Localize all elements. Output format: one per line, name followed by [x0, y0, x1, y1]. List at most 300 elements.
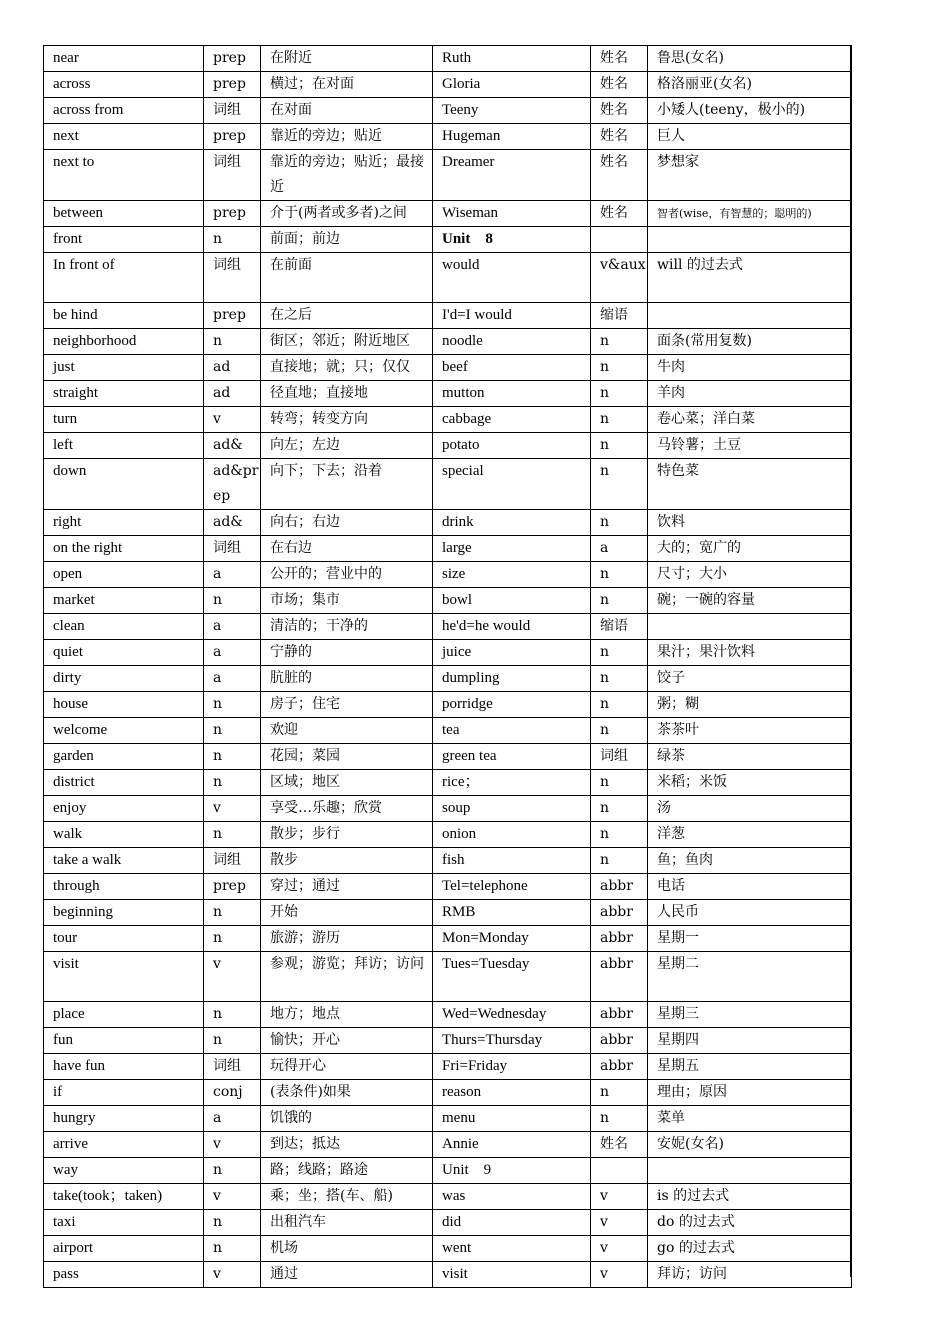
table-row — [44, 150, 852, 201]
left-pos-cell: a — [204, 562, 261, 588]
right-meaning-cell: is 的过去式 — [648, 1184, 852, 1210]
right-pos-cell: v&aux — [591, 253, 648, 303]
left-word-cell: taxi — [44, 1210, 204, 1236]
left-meaning-cell: 转弯；转变方向 — [261, 407, 433, 433]
right-word-cell: would — [433, 253, 591, 303]
right-meaning-cell: 小矮人(teeny，极小的) — [648, 98, 852, 124]
left-meaning-cell: 路；线路；路途 — [261, 1158, 433, 1184]
right-pos-cell: abbr — [591, 1002, 648, 1028]
right-meaning-cell: 绿茶 — [648, 744, 852, 770]
right-pos-cell: n — [591, 770, 648, 796]
right-word-cell: visit — [433, 1262, 591, 1288]
left-meaning-cell: 出租汽车 — [261, 1210, 433, 1236]
right-meaning-cell: 特色菜 — [648, 459, 852, 510]
right-pos-cell: n — [591, 381, 648, 407]
left-meaning-cell: 清洁的；干净的 — [261, 614, 433, 640]
left-meaning-cell: 直接地；就；只；仅仅 — [261, 355, 433, 381]
left-word-cell: just — [44, 355, 204, 381]
right-pos-cell: n — [591, 1080, 648, 1106]
left-word-cell: straight — [44, 381, 204, 407]
table-row — [44, 926, 852, 952]
left-pos-cell: v — [204, 1262, 261, 1288]
left-pos-cell: ad& — [204, 433, 261, 459]
left-pos-cell: n — [204, 744, 261, 770]
right-meaning-cell: 卷心菜；洋白菜 — [648, 407, 852, 433]
right-meaning-cell: 羊肉 — [648, 381, 852, 407]
right-meaning-cell: 粥；糊 — [648, 692, 852, 718]
table-row — [44, 381, 852, 407]
right-word-cell: drink — [433, 510, 591, 536]
right-pos-cell: n — [591, 459, 648, 510]
right-meaning-cell: 电话 — [648, 874, 852, 900]
left-meaning-cell: 玩得开心 — [261, 1054, 433, 1080]
right-word-cell: Unit 8 — [433, 227, 591, 253]
table-row — [44, 1236, 852, 1262]
right-word-cell: dumpling — [433, 666, 591, 692]
table-row — [44, 640, 852, 666]
left-word-cell: quiet — [44, 640, 204, 666]
right-pos-cell: n — [591, 692, 648, 718]
left-meaning-cell: (表条件)如果 — [261, 1080, 433, 1106]
table-row — [44, 874, 852, 900]
right-word-cell: Dreamer — [433, 150, 591, 201]
left-pos-cell: prep — [204, 874, 261, 900]
left-pos-cell: a — [204, 666, 261, 692]
table-row — [44, 510, 852, 536]
right-pos-cell: 姓名 — [591, 201, 648, 227]
right-word-cell: large — [433, 536, 591, 562]
right-pos-cell: v — [591, 1210, 648, 1236]
right-pos-cell: 姓名 — [591, 1132, 648, 1158]
left-pos-cell: v — [204, 1132, 261, 1158]
left-word-cell: have fun — [44, 1054, 204, 1080]
right-meaning-cell: 马铃薯；土豆 — [648, 433, 852, 459]
right-pos-cell: n — [591, 718, 648, 744]
table-row — [44, 952, 852, 1002]
right-word-cell: rice； — [433, 770, 591, 796]
left-meaning-cell: 市场；集市 — [261, 588, 433, 614]
left-meaning-cell: 到达；抵达 — [261, 1132, 433, 1158]
right-meaning-cell: 米稻；米饭 — [648, 770, 852, 796]
table-row — [44, 562, 852, 588]
left-word-cell: across from — [44, 98, 204, 124]
right-word-cell: reason — [433, 1080, 591, 1106]
left-pos-cell: n — [204, 227, 261, 253]
right-pos-cell — [591, 227, 648, 253]
right-meaning-cell: 星期一 — [648, 926, 852, 952]
right-pos-cell: v — [591, 1262, 648, 1288]
left-word-cell: clean — [44, 614, 204, 640]
left-word-cell: place — [44, 1002, 204, 1028]
left-word-cell: arrive — [44, 1132, 204, 1158]
right-meaning-cell: 梦想家 — [648, 150, 852, 201]
left-word-cell: open — [44, 562, 204, 588]
left-pos-cell: n — [204, 1002, 261, 1028]
vocabulary-table-body — [44, 46, 852, 1288]
right-word-cell: noodle — [433, 329, 591, 355]
table-row — [44, 796, 852, 822]
left-meaning-cell: 饥饿的 — [261, 1106, 433, 1132]
right-word-cell: I'd=I would — [433, 303, 591, 329]
right-pos-cell: n — [591, 355, 648, 381]
right-word-cell: tea — [433, 718, 591, 744]
right-word-cell: porridge — [433, 692, 591, 718]
right-meaning-cell: 大的；宽广的 — [648, 536, 852, 562]
right-pos-cell: n — [591, 822, 648, 848]
left-pos-cell: n — [204, 718, 261, 744]
right-meaning-cell: 果汁；果汁饮料 — [648, 640, 852, 666]
right-meaning-cell: 星期三 — [648, 1002, 852, 1028]
right-meaning-cell: go 的过去式 — [648, 1236, 852, 1262]
right-pos-cell: abbr — [591, 1028, 648, 1054]
left-meaning-cell: 前面；前边 — [261, 227, 433, 253]
left-word-cell: be hind — [44, 303, 204, 329]
table-row — [44, 459, 852, 510]
right-word-cell: Tel=telephone — [433, 874, 591, 900]
left-word-cell: house — [44, 692, 204, 718]
left-pos-cell: 词组 — [204, 150, 261, 201]
right-pos-cell: 姓名 — [591, 150, 648, 201]
left-word-cell: across — [44, 72, 204, 98]
table-row — [44, 201, 852, 227]
right-word-cell: mutton — [433, 381, 591, 407]
left-pos-cell: prep — [204, 303, 261, 329]
left-word-cell: district — [44, 770, 204, 796]
left-meaning-cell: 房子；住宅 — [261, 692, 433, 718]
left-word-cell: left — [44, 433, 204, 459]
table-row — [44, 72, 852, 98]
table-row — [44, 744, 852, 770]
right-meaning-cell — [648, 303, 852, 329]
left-pos-cell: v — [204, 796, 261, 822]
left-word-cell: tour — [44, 926, 204, 952]
left-pos-cell: v — [204, 1184, 261, 1210]
left-word-cell: garden — [44, 744, 204, 770]
right-meaning-cell: 巨人 — [648, 124, 852, 150]
left-word-cell: if — [44, 1080, 204, 1106]
table-row — [44, 1028, 852, 1054]
right-word-cell: Wed=Wednesday — [433, 1002, 591, 1028]
left-meaning-cell: 开始 — [261, 900, 433, 926]
left-pos-cell: n — [204, 1236, 261, 1262]
right-pos-cell: n — [591, 510, 648, 536]
table-row — [44, 124, 852, 150]
vocabulary-table — [43, 45, 852, 1288]
left-pos-cell: v — [204, 407, 261, 433]
left-meaning-cell: 散步 — [261, 848, 433, 874]
right-word-cell: RMB — [433, 900, 591, 926]
table-row — [44, 692, 852, 718]
left-meaning-cell: 径直地；直接地 — [261, 381, 433, 407]
left-pos-cell: n — [204, 1210, 261, 1236]
left-pos-cell: n — [204, 329, 261, 355]
right-pos-cell: n — [591, 562, 648, 588]
right-meaning-cell — [648, 227, 852, 253]
table-row — [44, 1054, 852, 1080]
left-pos-cell: 词组 — [204, 253, 261, 303]
right-word-cell: green tea — [433, 744, 591, 770]
right-meaning-cell: 拜访；访问 — [648, 1262, 852, 1288]
left-word-cell: turn — [44, 407, 204, 433]
right-pos-cell: 姓名 — [591, 72, 648, 98]
right-pos-cell: v — [591, 1184, 648, 1210]
table-row — [44, 822, 852, 848]
right-word-cell: Hugeman — [433, 124, 591, 150]
left-meaning-cell: 肮脏的 — [261, 666, 433, 692]
right-pos-cell: n — [591, 666, 648, 692]
left-pos-cell: ad& — [204, 510, 261, 536]
left-word-cell: airport — [44, 1236, 204, 1262]
left-pos-cell: n — [204, 1028, 261, 1054]
right-pos-cell: abbr — [591, 1054, 648, 1080]
table-row — [44, 1262, 852, 1288]
left-meaning-cell: 穿过；通过 — [261, 874, 433, 900]
right-meaning-cell: 饺子 — [648, 666, 852, 692]
right-word-cell: Thurs=Thursday — [433, 1028, 591, 1054]
right-pos-cell — [591, 1158, 648, 1184]
left-pos-cell: 词组 — [204, 848, 261, 874]
right-pos-cell: 姓名 — [591, 46, 648, 72]
table-row — [44, 46, 852, 72]
table-row — [44, 1132, 852, 1158]
left-pos-cell: 词组 — [204, 1054, 261, 1080]
table-row — [44, 227, 852, 253]
right-meaning-cell: 安妮(女名) — [648, 1132, 852, 1158]
right-word-cell: Gloria — [433, 72, 591, 98]
left-meaning-cell: 欢迎 — [261, 718, 433, 744]
right-pos-cell: n — [591, 588, 648, 614]
left-word-cell: take a walk — [44, 848, 204, 874]
left-word-cell: visit — [44, 952, 204, 1002]
table-row — [44, 1080, 852, 1106]
right-pos-cell: 缩语 — [591, 614, 648, 640]
left-pos-cell: prep — [204, 46, 261, 72]
table-row — [44, 407, 852, 433]
left-word-cell: walk — [44, 822, 204, 848]
right-meaning-cell: will 的过去式 — [648, 253, 852, 303]
table-row — [44, 848, 852, 874]
left-pos-cell: prep — [204, 201, 261, 227]
left-word-cell: pass — [44, 1262, 204, 1288]
left-meaning-cell: 向下；下去；沿着 — [261, 459, 433, 510]
right-pos-cell: 姓名 — [591, 124, 648, 150]
right-meaning-cell: 理由；原因 — [648, 1080, 852, 1106]
right-meaning-cell: 智者(wise，有智慧的；聪明的) — [648, 201, 852, 227]
left-word-cell: take(took；taken) — [44, 1184, 204, 1210]
left-word-cell: In front of — [44, 253, 204, 303]
right-word-cell: Mon=Monday — [433, 926, 591, 952]
right-word-cell: special — [433, 459, 591, 510]
right-pos-cell: abbr — [591, 900, 648, 926]
left-pos-cell: n — [204, 770, 261, 796]
left-word-cell: hungry — [44, 1106, 204, 1132]
right-meaning-cell: 菜单 — [648, 1106, 852, 1132]
left-pos-cell: n — [204, 588, 261, 614]
right-meaning-cell — [648, 1158, 852, 1184]
table-row — [44, 770, 852, 796]
left-meaning-cell: 靠近的旁边；贴近；最接近 — [261, 150, 433, 201]
left-word-cell: market — [44, 588, 204, 614]
left-meaning-cell: 在对面 — [261, 98, 433, 124]
table-row — [44, 303, 852, 329]
page-edge-line — [850, 45, 852, 1277]
left-meaning-cell: 在前面 — [261, 253, 433, 303]
left-pos-cell: a — [204, 1106, 261, 1132]
right-word-cell: was — [433, 1184, 591, 1210]
left-meaning-cell: 机场 — [261, 1236, 433, 1262]
left-pos-cell: n — [204, 822, 261, 848]
left-meaning-cell: 介于(两者或多者)之间 — [261, 201, 433, 227]
right-meaning-cell: 人民币 — [648, 900, 852, 926]
right-word-cell: soup — [433, 796, 591, 822]
right-pos-cell: v — [591, 1236, 648, 1262]
right-word-cell: juice — [433, 640, 591, 666]
right-meaning-cell: 星期四 — [648, 1028, 852, 1054]
right-word-cell: potato — [433, 433, 591, 459]
left-meaning-cell: 地方；地点 — [261, 1002, 433, 1028]
left-word-cell: next — [44, 124, 204, 150]
left-meaning-cell: 在附近 — [261, 46, 433, 72]
right-word-cell: Ruth — [433, 46, 591, 72]
left-word-cell: between — [44, 201, 204, 227]
left-meaning-cell: 享受…乐趣；欣赏 — [261, 796, 433, 822]
right-word-cell: bowl — [433, 588, 591, 614]
right-meaning-cell: 牛肉 — [648, 355, 852, 381]
right-pos-cell: n — [591, 329, 648, 355]
table-row — [44, 536, 852, 562]
right-pos-cell: 缩语 — [591, 303, 648, 329]
right-meaning-cell: do 的过去式 — [648, 1210, 852, 1236]
left-pos-cell: ad&prep — [204, 459, 261, 510]
left-word-cell: neighborhood — [44, 329, 204, 355]
left-meaning-cell: 乘；坐；搭(车、船) — [261, 1184, 433, 1210]
left-word-cell: through — [44, 874, 204, 900]
right-pos-cell: n — [591, 1106, 648, 1132]
left-pos-cell: prep — [204, 124, 261, 150]
right-word-cell: Wiseman — [433, 201, 591, 227]
right-meaning-cell: 鲁思(女名) — [648, 46, 852, 72]
left-meaning-cell: 街区；邻近；附近地区 — [261, 329, 433, 355]
right-meaning-cell — [648, 614, 852, 640]
left-meaning-cell: 在之后 — [261, 303, 433, 329]
left-meaning-cell: 靠近的旁边；贴近 — [261, 124, 433, 150]
left-word-cell: welcome — [44, 718, 204, 744]
left-meaning-cell: 参观；游览；拜访；访问 — [261, 952, 433, 1002]
left-word-cell: way — [44, 1158, 204, 1184]
left-meaning-cell: 旅游；游历 — [261, 926, 433, 952]
left-pos-cell: 词组 — [204, 98, 261, 124]
right-meaning-cell: 碗；一碗的容量 — [648, 588, 852, 614]
right-word-cell: Unit 9 — [433, 1158, 591, 1184]
left-word-cell: next to — [44, 150, 204, 201]
right-word-cell: went — [433, 1236, 591, 1262]
left-word-cell: enjoy — [44, 796, 204, 822]
right-meaning-cell: 茶茶叶 — [648, 718, 852, 744]
left-pos-cell: n — [204, 1158, 261, 1184]
right-pos-cell: a — [591, 536, 648, 562]
left-meaning-cell: 愉快；开心 — [261, 1028, 433, 1054]
table-row — [44, 666, 852, 692]
left-meaning-cell: 公开的；营业中的 — [261, 562, 433, 588]
left-pos-cell: n — [204, 692, 261, 718]
left-word-cell: down — [44, 459, 204, 510]
right-pos-cell: n — [591, 796, 648, 822]
left-meaning-cell: 花园；菜园 — [261, 744, 433, 770]
left-meaning-cell: 散步；步行 — [261, 822, 433, 848]
right-word-cell: Tues=Tuesday — [433, 952, 591, 1002]
table-row — [44, 614, 852, 640]
left-word-cell: dirty — [44, 666, 204, 692]
left-word-cell: fun — [44, 1028, 204, 1054]
right-word-cell: did — [433, 1210, 591, 1236]
left-pos-cell: v — [204, 952, 261, 1002]
table-row — [44, 355, 852, 381]
left-pos-cell: a — [204, 614, 261, 640]
table-row — [44, 1184, 852, 1210]
left-word-cell: near — [44, 46, 204, 72]
table-row — [44, 900, 852, 926]
right-word-cell: beef — [433, 355, 591, 381]
left-word-cell: right — [44, 510, 204, 536]
right-pos-cell: n — [591, 433, 648, 459]
right-meaning-cell: 星期二 — [648, 952, 852, 1002]
right-word-cell: menu — [433, 1106, 591, 1132]
table-row — [44, 253, 852, 303]
right-meaning-cell: 星期五 — [648, 1054, 852, 1080]
right-pos-cell: n — [591, 848, 648, 874]
left-pos-cell: ad — [204, 355, 261, 381]
left-meaning-cell: 向左；左边 — [261, 433, 433, 459]
left-pos-cell: ad — [204, 381, 261, 407]
table-row — [44, 329, 852, 355]
table-row — [44, 1158, 852, 1184]
table-row — [44, 1002, 852, 1028]
right-pos-cell: abbr — [591, 874, 648, 900]
left-meaning-cell: 在右边 — [261, 536, 433, 562]
right-pos-cell: abbr — [591, 926, 648, 952]
left-word-cell: front — [44, 227, 204, 253]
right-word-cell: fish — [433, 848, 591, 874]
table-row — [44, 1106, 852, 1132]
right-meaning-cell: 洋葱 — [648, 822, 852, 848]
table-row — [44, 1210, 852, 1236]
right-meaning-cell: 汤 — [648, 796, 852, 822]
left-pos-cell: n — [204, 900, 261, 926]
right-word-cell: Teeny — [433, 98, 591, 124]
left-meaning-cell: 通过 — [261, 1262, 433, 1288]
right-pos-cell: n — [591, 640, 648, 666]
right-word-cell: onion — [433, 822, 591, 848]
left-pos-cell: a — [204, 640, 261, 666]
right-meaning-cell: 鱼；鱼肉 — [648, 848, 852, 874]
left-meaning-cell: 宁静的 — [261, 640, 433, 666]
right-word-cell: size — [433, 562, 591, 588]
left-word-cell: on the right — [44, 536, 204, 562]
table-row — [44, 433, 852, 459]
right-pos-cell: 姓名 — [591, 98, 648, 124]
right-meaning-cell: 格洛丽亚(女名) — [648, 72, 852, 98]
right-word-cell: he'd=he would — [433, 614, 591, 640]
left-meaning-cell: 向右；右边 — [261, 510, 433, 536]
left-meaning-cell: 横过；在对面 — [261, 72, 433, 98]
left-pos-cell: n — [204, 926, 261, 952]
right-meaning-cell: 面条(常用复数) — [648, 329, 852, 355]
left-word-cell: beginning — [44, 900, 204, 926]
left-pos-cell: conj — [204, 1080, 261, 1106]
right-word-cell: Fri=Friday — [433, 1054, 591, 1080]
table-row — [44, 718, 852, 744]
right-pos-cell: n — [591, 407, 648, 433]
